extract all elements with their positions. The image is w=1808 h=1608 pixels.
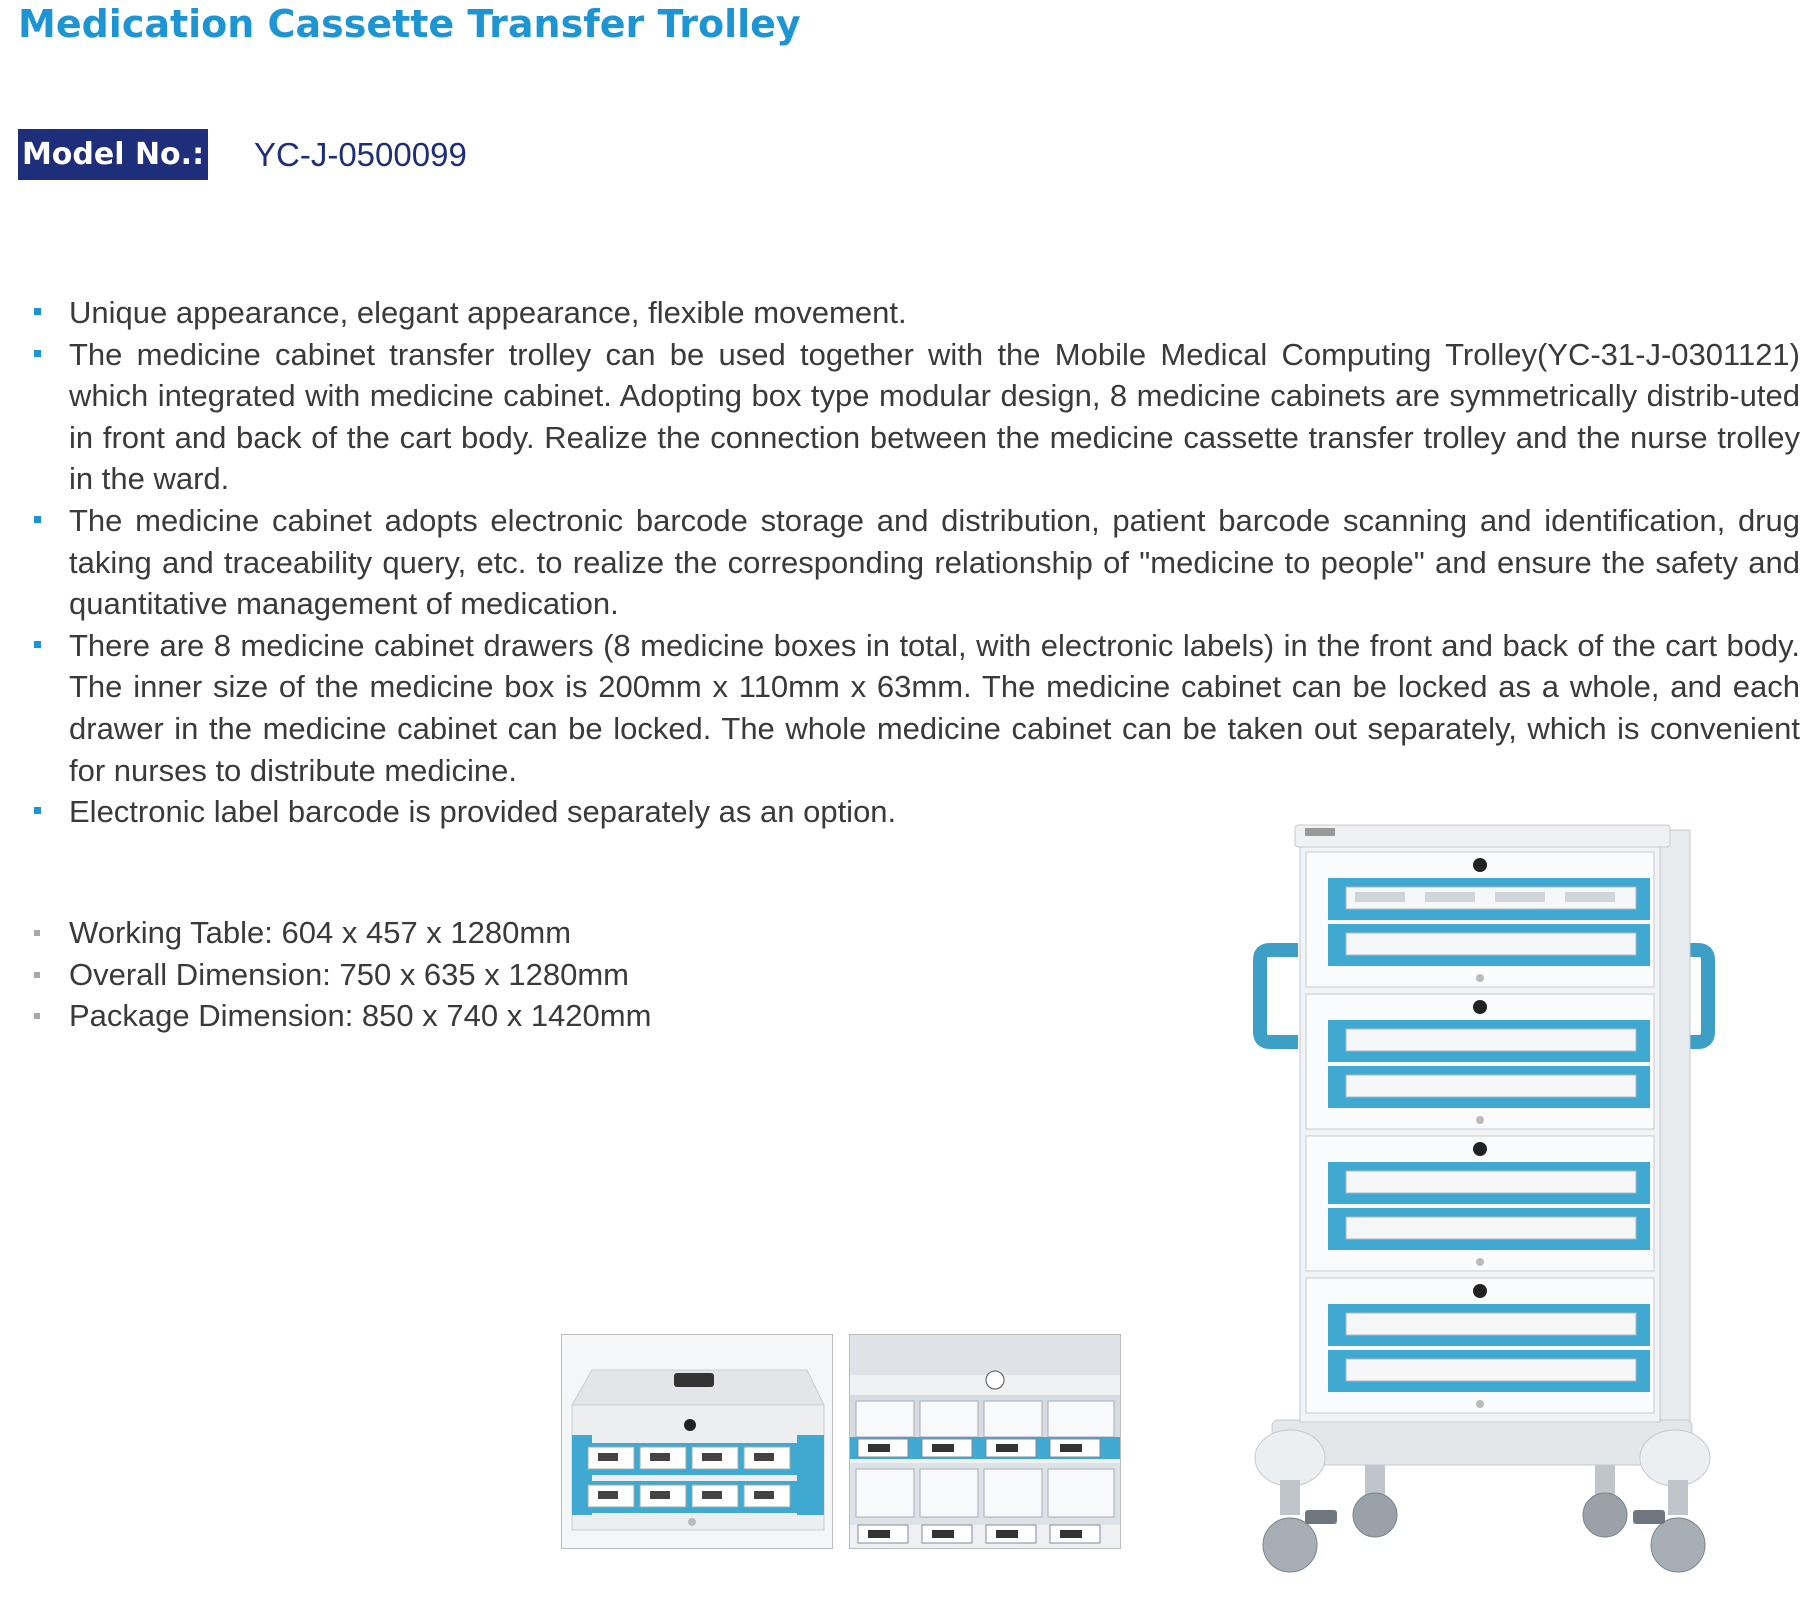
square-bullet-icon: [34, 1013, 40, 1019]
square-bullet-icon: [34, 516, 41, 523]
feature-item: [34, 334, 1800, 500]
feature-list: [34, 292, 1800, 833]
feature-text: There are 8 medicine cabinet drawers (8 medicine boxes in total, with electronic labels) in the front and back of the cart body. The inner size of the medicine box is 200mm x 110mm x 63mm. The medicine cabinet can be locked as a whole, and each drawer in the medicine cabinet can be locked. The whole medicine cabinet can be taken out separately, which is convenient for nurses to distribute medicine.: [69, 627, 1800, 788]
spec-list: [34, 912, 651, 1037]
trolley-photo: [1250, 810, 1730, 1585]
feature-text: Unique appearance, elegant appearance, flexible movement.: [69, 295, 907, 330]
feature-text: The medicine cabinet adopts electronic barcode storage and distribution, patient barcode scanning and identification, drug taking and traceability query, etc. to realize the corresponding relationship of "medicine to people" and ensure the safety and quantitative management of medication.: [69, 502, 1800, 622]
spec-item: [34, 995, 651, 1037]
feature-item: [34, 625, 1800, 791]
square-bullet-icon: [34, 308, 41, 315]
spec-text: Overall Dimension: 750 x 635 x 1280mm: [69, 956, 629, 992]
feature-item: [34, 500, 1800, 625]
cabinet-module-photo: [561, 1334, 833, 1549]
feature-item: [34, 292, 1800, 334]
square-bullet-icon: [34, 350, 41, 357]
square-bullet-icon: [34, 641, 41, 648]
spec-text: Working Table: 604 x 457 x 1280mm: [69, 915, 572, 950]
model-number: YC-J-0500099: [254, 136, 467, 173]
page-title: Medication Cassette Transfer Trolley: [18, 2, 801, 46]
square-bullet-icon: [34, 807, 41, 814]
spec-item: [34, 912, 651, 954]
model-label-badge: Model No.:: [18, 129, 208, 180]
feature-text: Electronic label barcode is provided separately as an option.: [69, 794, 897, 830]
square-bullet-icon: [34, 972, 40, 978]
spec-item: [34, 954, 651, 996]
open-drawer-photo: [849, 1334, 1121, 1549]
feature-text: The medicine cabinet transfer trolley can be used together with the Mobile Medical Computing Trolley(YC-31-J-0301121) which integrated with medicine cabinet. Adopting box type modular design, 8 medicine cabinets are symmetrically distrib-uted in front and back of the cart body. Realize the connection between the medicine cassette transfer trolley and the nurse trolley in the ward.: [69, 336, 1800, 497]
spec-text: Package Dimension: 850 x 740 x 1420mm: [69, 998, 652, 1034]
square-bullet-icon: [34, 930, 40, 936]
